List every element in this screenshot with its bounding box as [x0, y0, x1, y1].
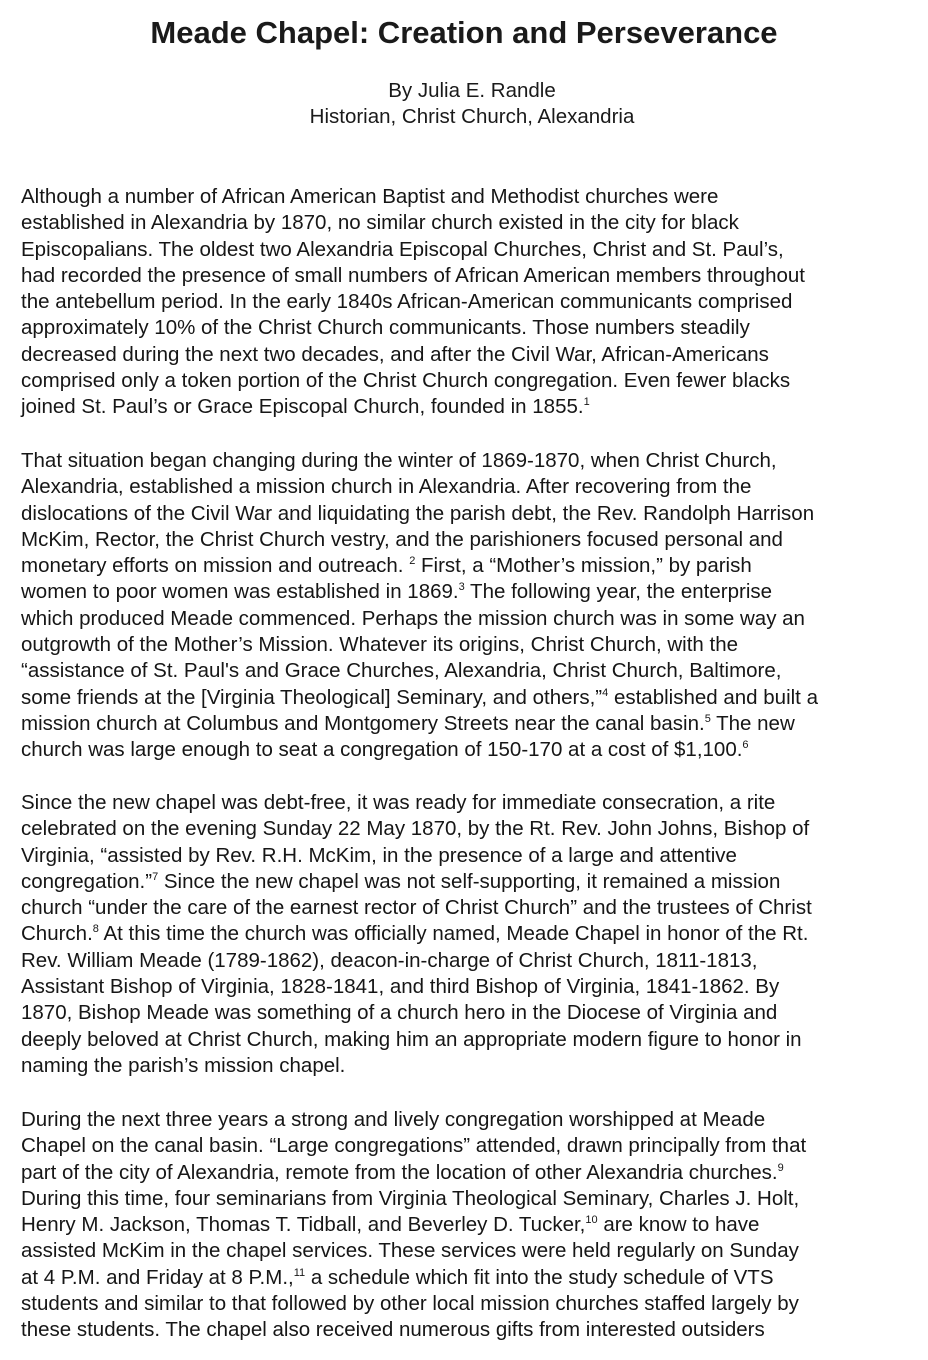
paragraph-4 — [21, 1107, 806, 1344]
text-line — [21, 289, 805, 315]
text-line — [21, 711, 818, 737]
text-run: church “under the care of the earnest rector of Christ Church” and the trustees of Christ — [21, 896, 812, 920]
footnote-ref: 8 — [92, 923, 99, 936]
footnote-ref: 11 — [293, 1266, 306, 1279]
text-line — [21, 1053, 812, 1079]
text-line — [21, 315, 805, 341]
text-run: Rev. William Meade (1789-1862), deacon-in-charge of Christ Church, 1811-1813, — [21, 948, 758, 972]
text-line — [21, 737, 818, 763]
text-run: The following year, the enterprise — [464, 580, 773, 604]
text-run: That situation began changing during the winter of 1869-1870, when Christ Church, — [21, 449, 777, 472]
text-line — [21, 606, 818, 632]
text-run: approximately 10% of the Christ Church communicants. Those numbers steadily — [21, 316, 750, 340]
footnote-ref: 5 — [704, 712, 711, 725]
text-line — [21, 474, 818, 500]
text-line — [21, 685, 818, 711]
text-line — [21, 1291, 806, 1317]
text-line — [21, 1317, 806, 1343]
paragraph-3 — [21, 790, 812, 1079]
text-run: outgrowth of the Mother’s Mission. Whatever its origins, Christ Church, with the — [21, 633, 739, 657]
paragraph-1 — [21, 184, 805, 421]
text-run: comprised only a token portion of the Christ Church congregation. Even fewer blacks — [21, 369, 791, 393]
text-line — [21, 948, 812, 974]
text-run: Church. — [21, 922, 93, 946]
text-line — [21, 1212, 806, 1238]
text-run: part of the city of Alexandria, remote from the location of other Alexandria churches. — [21, 1160, 778, 1184]
footnote-ref: 7 — [152, 870, 159, 883]
text-line — [21, 501, 818, 527]
text-run: McKim, Rector, the Christ Church vestry, and the parishioners focused personal and — [21, 527, 783, 551]
text-line — [21, 527, 818, 553]
text-run: assisted McKim in the chapel services. These services were held regularly on Sunday — [21, 1239, 799, 1263]
text-line — [21, 184, 805, 210]
text-run: Since the new chapel was debt-free, it was ready for immediate consecration, a rite — [21, 791, 776, 814]
text-run: “assistance of St. Paul's and Grace Churches, Alexandria, Christ Church, Baltimore, — [21, 659, 782, 683]
text-run: women to poor women was established in 1869. — [21, 580, 459, 604]
text-line — [21, 1186, 806, 1212]
text-run: these students. The chapel also received numerous gifts from interested outsiders — [21, 1318, 765, 1342]
text-line — [21, 263, 805, 289]
text-run: celebrated on the evening Sunday 22 May 1870, by the Rt. Rev. John Johns, Bishop of — [21, 817, 810, 841]
text-run: deeply beloved at Christ Church, making him an appropriate modern figure to honor in — [21, 1027, 802, 1051]
text-run: decreased during the next two decades, and after the Civil War, African-Americans — [21, 342, 769, 366]
text-run: students and similar to that followed by other local mission churches staffed largely by — [21, 1292, 799, 1316]
text-run: had recorded the presence of small numbers of African American members throughout — [21, 263, 805, 287]
text-run: During the next three years a strong and lively congregation worshipped at Meade — [21, 1108, 766, 1131]
text-run: some friends at the [Virginia Theological] Seminary, and others,” — [21, 685, 603, 709]
text-line — [21, 1160, 806, 1186]
text-line — [21, 394, 805, 420]
text-run: Henry M. Jackson, Thomas T. Tidball, and Beverley D. Tucker, — [21, 1213, 586, 1237]
footnote-ref: 3 — [458, 581, 465, 594]
text-run: congregation.” — [21, 869, 153, 893]
text-run: 1870, Bishop Meade was something of a church hero in the Diocese of Virginia and — [21, 1001, 778, 1025]
text-line — [21, 342, 805, 368]
text-run: mission church at Columbus and Montgomery Streets near the canal basin. — [21, 711, 705, 735]
text-line — [21, 816, 812, 842]
text-run: established in Alexandria by 1870, no similar church existed in the city for black — [21, 211, 739, 235]
footnote-ref: 2 — [409, 555, 416, 568]
text-line — [21, 553, 818, 579]
author-position: Historian, Christ Church, Alexandria — [309, 105, 635, 128]
byline — [0, 78, 928, 130]
text-run: a schedule which fit into the study schedule of VTS — [305, 1265, 774, 1289]
text-line — [21, 1238, 806, 1264]
text-run: Assistant Bishop of Virginia, 1828-1841, and third Bishop of Virginia, 1841-1862. By — [21, 975, 780, 999]
footnote-ref: 10 — [585, 1214, 598, 1227]
text-run: During this time, four seminarians from Virginia Theological Seminary, Charles J. Holt, — [21, 1186, 800, 1210]
text-run: Virginia, “assisted by Rev. R.H. McKim, in the presence of a large and attentive — [21, 843, 737, 867]
text-line — [21, 1107, 806, 1133]
text-line — [21, 448, 818, 474]
text-line — [21, 1000, 812, 1026]
text-line — [21, 895, 812, 921]
text-run: the antebellum period. In the early 1840s African-American communicants comprised — [21, 290, 793, 314]
text-line — [21, 579, 818, 605]
text-line — [21, 1133, 806, 1159]
text-run: Although a number of African American Baptist and Methodist churches were — [21, 185, 719, 208]
text-line — [21, 974, 812, 1000]
text-run: At this time the church was officially named, Meade Chapel in honor of the Rt. — [98, 922, 809, 946]
text-run: joined St. Paul’s or Grace Episcopal Church, founded in 1855. — [21, 395, 584, 419]
text-line — [21, 237, 805, 263]
text-run: The new — [710, 711, 795, 735]
footnote-ref: 1 — [583, 396, 590, 409]
text-line — [21, 869, 812, 895]
footnote-ref: 9 — [777, 1161, 784, 1174]
text-run: dislocations of the Civil War and liquidating the parish debt, the Rev. Randolph Harrison — [21, 501, 815, 525]
text-line — [21, 921, 812, 947]
text-line — [21, 368, 805, 394]
text-run: Chapel on the canal basin. “Large congregations” attended, drawn principally from that — [21, 1134, 807, 1158]
author-line: By Julia E. Randle — [388, 79, 556, 102]
text-run: Episcopalians. The oldest two Alexandria Episcopal Churches, Christ and St. Paul’s, — [21, 237, 784, 261]
text-line — [21, 632, 818, 658]
text-run: monetary efforts on mission and outreach. — [21, 554, 410, 578]
text-run: which produced Meade commenced. Perhaps the mission church was in some way an — [21, 606, 805, 630]
text-line — [21, 1265, 806, 1291]
text-line — [21, 210, 805, 236]
text-line — [21, 843, 812, 869]
footnote-ref: 6 — [742, 739, 749, 752]
text-run: established and built a — [608, 685, 818, 709]
text-run: First, a “Mother’s mission,” by parish — [415, 554, 752, 578]
text-run: are know to have — [597, 1213, 760, 1237]
text-run: at 4 P.M. and Friday at 8 P.M., — [21, 1265, 294, 1289]
footnote-ref: 4 — [602, 686, 609, 699]
text-line — [21, 790, 812, 816]
text-line — [21, 1027, 812, 1053]
text-run: Since the new chapel was not self-supporting, it remained a mission — [158, 869, 781, 893]
text-run: Alexandria, established a mission church in Alexandria. After recovering from the — [21, 475, 752, 499]
text-run: church was large enough to seat a congregation of 150-170 at a cost of $1,100. — [21, 738, 743, 762]
paragraph-2 — [21, 448, 818, 764]
page-title: Meade Chapel: Creation and Perseverance — [150, 15, 778, 50]
text-line — [21, 658, 818, 684]
text-run: naming the parish’s mission chapel. — [21, 1053, 346, 1077]
